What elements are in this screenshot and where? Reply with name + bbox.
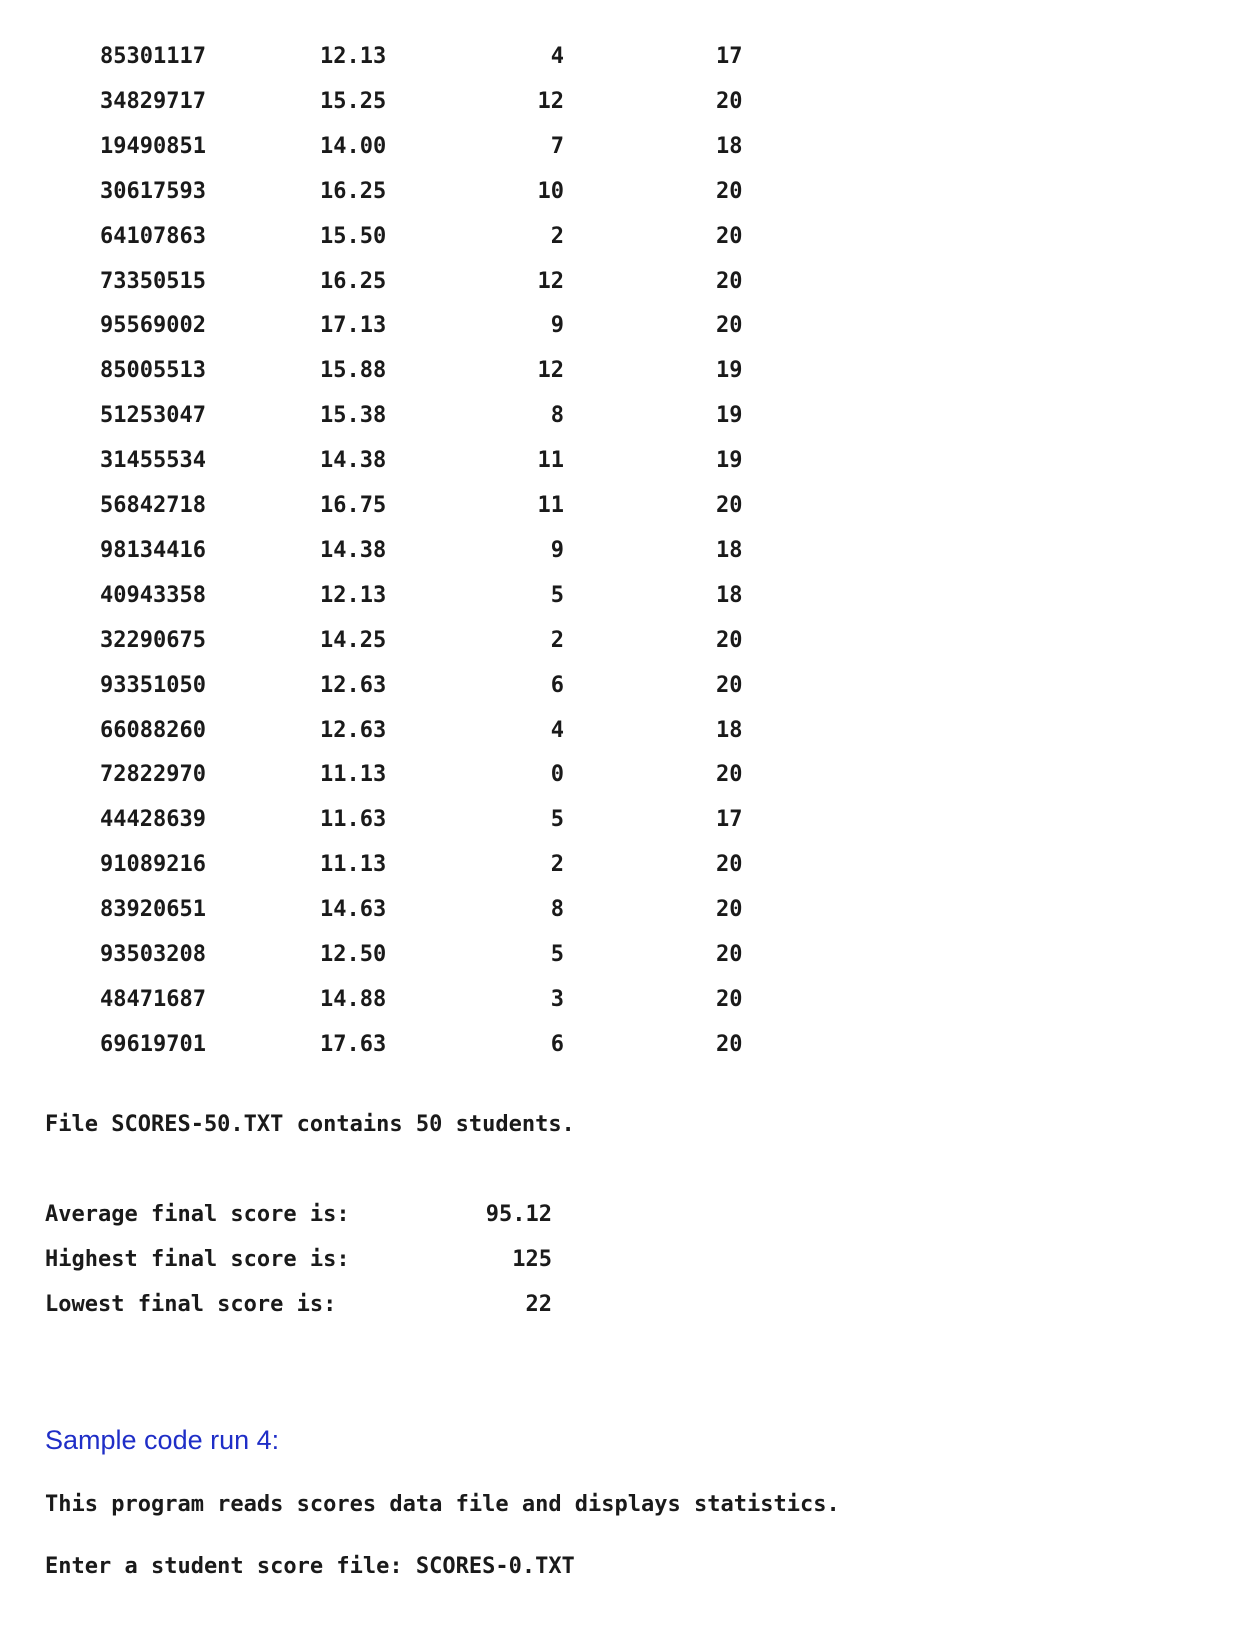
score-cell: 11.13 — [320, 852, 387, 878]
student-id-cell: 51253047 — [100, 403, 206, 429]
stat-label: Highest final score is: — [45, 1247, 350, 1272]
table-row — [0, 448, 1247, 478]
count-cell: 12 — [537, 358, 564, 384]
stat-label: Average final score is: — [45, 1202, 350, 1227]
student-id-cell: 19490851 — [100, 133, 206, 159]
count-cell: 9 — [550, 537, 564, 563]
total-cell: 20 — [716, 897, 743, 923]
count-cell: 12 — [537, 88, 564, 114]
table-row — [0, 89, 1247, 119]
student-id-cell: 72822970 — [100, 762, 206, 788]
count-cell: 2 — [550, 852, 564, 878]
score-cell: 14.25 — [320, 627, 387, 653]
total-cell: 20 — [716, 178, 743, 204]
student-id-cell: 31455534 — [100, 448, 206, 474]
count-cell: 5 — [550, 582, 564, 608]
count-cell: 2 — [550, 223, 564, 249]
total-cell: 18 — [716, 537, 743, 563]
total-cell: 17 — [716, 807, 743, 833]
total-cell: 20 — [716, 942, 743, 967]
stat-value: 95.12 — [485, 1202, 552, 1227]
total-cell: 20 — [716, 627, 743, 653]
score-cell: 15.38 — [320, 403, 387, 429]
stat-highest-row — [0, 1247, 1247, 1277]
student-id-cell: 30617593 — [100, 178, 206, 204]
count-cell: 10 — [537, 178, 564, 204]
table-row — [0, 538, 1247, 568]
count-cell: 8 — [550, 897, 564, 923]
total-cell: 20 — [716, 493, 743, 518]
total-cell: 18 — [716, 133, 743, 159]
table-row — [0, 583, 1247, 613]
count-cell: 7 — [550, 133, 564, 159]
student-id-cell: 56842718 — [100, 493, 206, 518]
total-cell: 19 — [716, 403, 743, 429]
count-cell: 4 — [550, 717, 564, 743]
total-cell: 20 — [716, 313, 743, 339]
student-id-cell: 32290675 — [100, 627, 206, 653]
table-row — [0, 313, 1247, 343]
total-cell: 20 — [716, 672, 743, 698]
table-row — [0, 762, 1247, 792]
student-id-cell: 73350515 — [100, 268, 206, 294]
table-row — [0, 358, 1247, 388]
student-id-cell: 44428639 — [100, 807, 206, 833]
student-id-cell: 91089216 — [100, 852, 206, 878]
student-id-cell: 93503208 — [100, 942, 206, 967]
table-row — [0, 628, 1247, 658]
table-row — [0, 269, 1247, 299]
student-id-cell: 69619701 — [100, 1031, 206, 1057]
intro-line: This program reads scores data file and displays statistics. — [45, 1492, 840, 1517]
count-cell: 8 — [550, 403, 564, 429]
count-cell: 5 — [550, 942, 564, 967]
table-row — [0, 942, 1247, 972]
total-cell: 20 — [716, 223, 743, 249]
table-row — [0, 224, 1247, 254]
score-cell: 12.50 — [320, 942, 387, 967]
count-cell: 0 — [550, 762, 564, 788]
score-cell: 15.25 — [320, 88, 387, 114]
stat-lowest-row — [0, 1292, 1247, 1322]
score-cell: 14.38 — [320, 448, 387, 474]
count-cell: 5 — [550, 807, 564, 833]
count-cell: 2 — [550, 627, 564, 653]
stat-value: 22 — [525, 1292, 552, 1317]
student-id-cell: 34829717 — [100, 88, 206, 114]
score-cell: 16.75 — [320, 493, 387, 518]
table-row — [0, 718, 1247, 748]
table-row — [0, 179, 1247, 209]
total-cell: 20 — [716, 986, 743, 1012]
score-cell: 12.63 — [320, 672, 387, 698]
score-cell: 11.63 — [320, 807, 387, 833]
score-cell: 15.88 — [320, 358, 387, 384]
total-cell: 19 — [716, 358, 743, 384]
student-id-cell: 85301117 — [100, 44, 206, 69]
count-cell: 9 — [550, 313, 564, 339]
stat-label: Lowest final score is: — [45, 1292, 337, 1317]
total-cell: 18 — [716, 582, 743, 608]
table-row — [0, 852, 1247, 882]
student-id-cell: 95569002 — [100, 313, 206, 339]
score-cell: 17.63 — [320, 1031, 387, 1057]
table-row — [0, 807, 1247, 837]
student-id-cell: 64107863 — [100, 223, 206, 249]
prompt-line: Enter a student score file: SCORES-0.TXT — [45, 1554, 575, 1579]
score-cell: 12.13 — [320, 44, 387, 69]
score-cell: 14.00 — [320, 133, 387, 159]
table-row — [0, 987, 1247, 1017]
table-row — [0, 493, 1247, 523]
count-cell: 4 — [550, 44, 564, 69]
table-row — [0, 1032, 1247, 1062]
score-cell: 12.63 — [320, 717, 387, 743]
score-cell: 15.50 — [320, 223, 387, 249]
student-id-cell: 85005513 — [100, 358, 206, 384]
student-id-cell: 98134416 — [100, 537, 206, 563]
count-cell: 3 — [550, 986, 564, 1012]
table-row — [0, 403, 1247, 433]
total-cell: 17 — [716, 44, 743, 69]
total-cell: 19 — [716, 448, 743, 474]
score-cell: 17.13 — [320, 313, 387, 339]
total-cell: 20 — [716, 268, 743, 294]
count-cell: 11 — [537, 448, 564, 474]
score-cell: 16.25 — [320, 268, 387, 294]
total-cell: 20 — [716, 88, 743, 114]
table-row — [0, 673, 1247, 703]
student-id-cell: 48471687 — [100, 986, 206, 1012]
count-cell: 12 — [537, 268, 564, 294]
stat-average-row — [0, 1202, 1247, 1232]
score-cell: 16.25 — [320, 178, 387, 204]
stat-value: 125 — [512, 1247, 552, 1272]
score-cell: 14.63 — [320, 897, 387, 923]
table-row — [0, 44, 1247, 74]
count-cell: 6 — [550, 1031, 564, 1057]
total-cell: 20 — [716, 1031, 743, 1057]
student-id-cell: 83920651 — [100, 897, 206, 923]
table-row — [0, 134, 1247, 164]
score-cell: 14.88 — [320, 986, 387, 1012]
total-cell: 20 — [716, 852, 743, 878]
total-cell: 20 — [716, 762, 743, 788]
count-cell: 11 — [537, 493, 564, 518]
student-id-cell: 66088260 — [100, 717, 206, 743]
table-row — [0, 897, 1247, 927]
student-id-cell: 93351050 — [100, 672, 206, 698]
score-cell: 12.13 — [320, 582, 387, 608]
count-cell: 6 — [550, 672, 564, 698]
section-heading: Sample code run 4: — [45, 1425, 280, 1455]
score-cell: 14.38 — [320, 537, 387, 563]
student-id-cell: 40943358 — [100, 582, 206, 608]
file-summary-line: File SCORES-50.TXT contains 50 students. — [45, 1112, 575, 1137]
total-cell: 18 — [716, 717, 743, 743]
score-cell: 11.13 — [320, 762, 387, 788]
